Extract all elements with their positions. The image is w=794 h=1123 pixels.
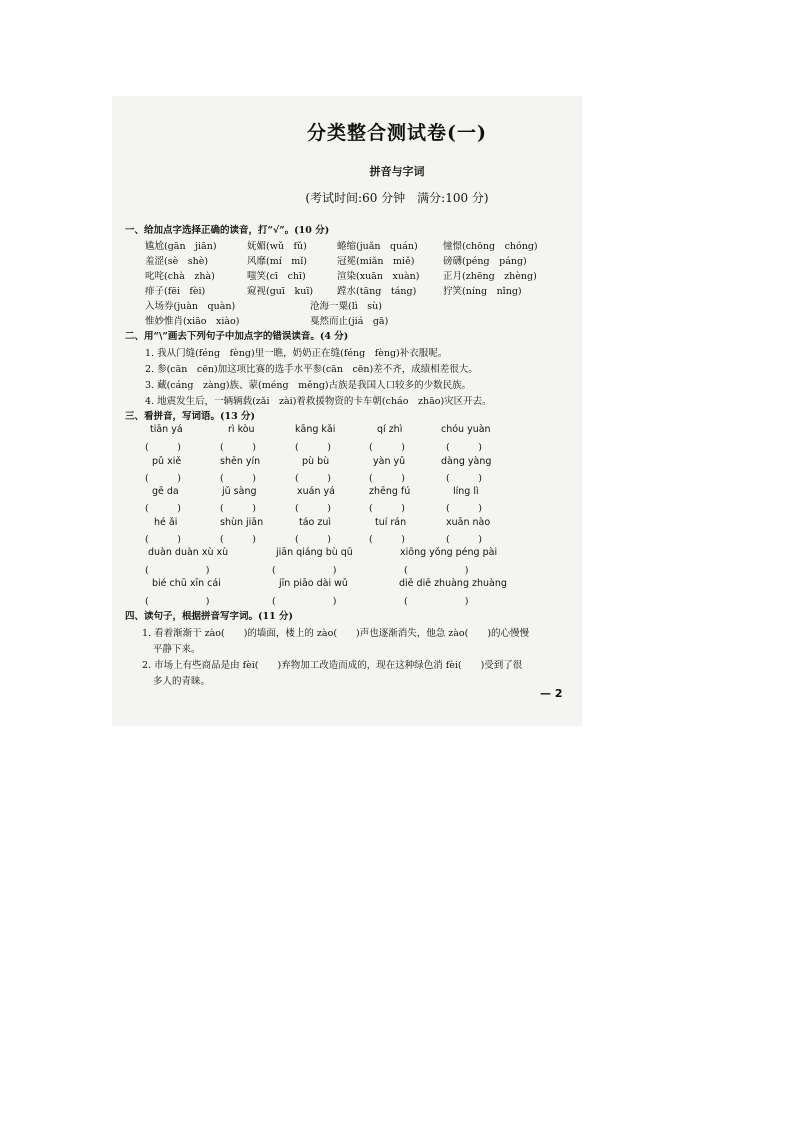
pinyin-label: duàn duàn xù xù	[148, 547, 229, 558]
answer-blank[interactable]: ( )	[369, 442, 405, 453]
answer-blank[interactable]: ( )	[295, 503, 331, 514]
pinyin-label: shùn jiān	[220, 517, 264, 528]
answer-blank[interactable]: ( )	[446, 473, 482, 484]
pinyin-label: táo zuì	[299, 517, 332, 528]
word-choice-item: 狞笑(níng nǐng)	[443, 286, 522, 297]
pinyin-label: diē diē zhuàng zhuàng	[399, 578, 507, 589]
pinyin-label: líng lì	[453, 486, 479, 497]
pinyin-label: shēn yín	[220, 456, 261, 467]
pinyin-label: gē da	[152, 486, 179, 497]
answer-blank[interactable]: ( )	[369, 503, 405, 514]
answer-blank[interactable]: ( )	[295, 534, 331, 545]
word-choice-item: 沧海一粟(lì sù)	[310, 301, 382, 312]
word-choice-item: 尴尬(gān jiān)	[145, 241, 217, 252]
answer-blank[interactable]: ( )	[220, 473, 256, 484]
sentence-line: 2. 参(cān cēn)加这项比赛的选手水平参(cān cēn)差不齐，成绩相差很大。	[145, 364, 478, 375]
sentence-line: 1. 我从门缝(féng fèng)里一瞧，奶奶正在缝(féng fèng)补衣服呢。	[145, 348, 448, 359]
answer-blank[interactable]: ( )	[145, 503, 181, 514]
word-choice-item: 磅礴(péng páng)	[443, 256, 527, 267]
pinyin-label: chóu yuàn	[441, 424, 491, 435]
word-choice-item: 入场券(juàn quàn)	[145, 301, 236, 312]
word-choice-item: 叱咤(chà zhà)	[145, 271, 215, 282]
word-choice-item: 蜷缩(juǎn quán)	[337, 241, 418, 252]
pinyin-label: tiān yá	[150, 424, 183, 435]
answer-blank[interactable]: ( )	[369, 534, 405, 545]
word-choice-item: 羞涩(sè shè)	[145, 256, 209, 267]
answer-blank[interactable]: ( )	[145, 565, 210, 576]
sentence-line: 平静下来。	[153, 644, 201, 655]
word-choice-item: 冠冕(miǎn miě)	[337, 256, 415, 267]
sentence-line: 1. 看着渐渐干 zào( )的墙面，楼上的 zào( )声也逐渐消失，他急 zào( )的心慢慢	[142, 628, 530, 639]
answer-blank[interactable]: ( )	[446, 442, 482, 453]
answer-blank[interactable]: ( )	[404, 565, 469, 576]
answer-blank[interactable]: ( )	[295, 473, 331, 484]
pinyin-label: zhēng fú	[369, 486, 411, 497]
word-choice-item: 嗤笑(cī chī)	[247, 271, 306, 282]
answer-blank[interactable]: ( )	[295, 442, 331, 453]
pinyin-label: xuán yá	[297, 486, 335, 497]
answer-blank[interactable]: ( )	[220, 442, 256, 453]
answer-blank[interactable]: ( )	[145, 534, 181, 545]
section-4-heading: 四、读句子，根据拼音写字词。(11 分)	[125, 611, 294, 622]
pinyin-label: bié chū xīn cái	[152, 578, 221, 589]
word-choice-item: 窥视(guī kuī)	[247, 286, 314, 297]
sentence-line: 2. 市场上有些商品是由 fèi( )弃物加工改造而成的，现在这种绿色消 fèi( )受到了很	[142, 660, 523, 671]
pinyin-label: pù bù	[302, 456, 330, 467]
pinyin-label: xuān nào	[446, 517, 491, 528]
answer-blank[interactable]: ( )	[220, 534, 256, 545]
sentence-line: 多人的青睐。	[153, 676, 211, 687]
word-choice-item: 蹚水(tāng táng)	[337, 286, 417, 297]
page-number: — 2	[540, 687, 563, 700]
answer-blank[interactable]: ( )	[145, 596, 210, 607]
word-choice-item: 渲染(xuān xuàn)	[337, 271, 420, 282]
pinyin-label: rì kòu	[228, 424, 255, 435]
page-title: 分类整合测试卷(一)	[307, 122, 487, 144]
answer-blank[interactable]: ( )	[272, 596, 337, 607]
pinyin-label: jīn piāo dài wǔ	[279, 578, 348, 589]
answer-blank[interactable]: ( )	[446, 534, 482, 545]
word-choice-item: 戛然而止(jiá gā)	[310, 316, 389, 327]
pinyin-label: hé ǎi	[154, 517, 178, 528]
pinyin-label: yàn yǔ	[373, 456, 406, 467]
answer-blank[interactable]: ( )	[404, 596, 469, 607]
pinyin-label: dàng yàng	[441, 456, 492, 467]
sentence-line: 3. 藏(cáng zàng)族、蒙(méng měng)古族是我国人口较多的少数民族。	[145, 380, 472, 391]
word-choice-item: 惟妙惟肖(xiāo xiào)	[145, 316, 240, 327]
pinyin-label: qí zhì	[377, 424, 403, 435]
pinyin-label: pǔ xiě	[152, 456, 182, 467]
word-choice-item: 憧憬(chōng chóng)	[443, 241, 538, 252]
word-choice-item: 正月(zhēng zhèng)	[443, 271, 537, 282]
answer-blank[interactable]: ( )	[272, 565, 337, 576]
answer-blank[interactable]: ( )	[145, 473, 181, 484]
pinyin-label: jǔ sàng	[222, 486, 257, 497]
word-choice-item: 妩媚(wǔ fǔ)	[247, 241, 307, 252]
word-choice-item: 风靡(mí mǐ)	[247, 256, 308, 267]
page-subtitle: 拼音与字词	[369, 165, 425, 178]
pinyin-label: xiōng yǒng péng pài	[400, 547, 498, 558]
section-1-heading: 一、给加点字选择正确的读音，打“√”。(10 分)	[125, 225, 330, 236]
pinyin-label: tuí rán	[375, 517, 407, 528]
answer-blank[interactable]: ( )	[446, 503, 482, 514]
pinyin-label: kāng kǎi	[295, 424, 336, 435]
pinyin-label: jiān qiáng bù qū	[276, 547, 353, 558]
answer-blank[interactable]: ( )	[145, 442, 181, 453]
answer-blank[interactable]: ( )	[220, 503, 256, 514]
section-3-heading: 三、看拼音，写词语。(13 分)	[125, 411, 256, 422]
exam-info: (考试时间:60 分钟 满分:100 分)	[305, 191, 489, 205]
answer-blank[interactable]: ( )	[369, 473, 405, 484]
sentence-line: 4. 地震发生后，一辆辆载(zǎi zài)着救援物资的卡车朝(cháo zhāo)灾区开去。	[145, 396, 492, 407]
section-2-heading: 二、用“\”画去下列句子中加点字的错误读音。(4 分)	[125, 331, 349, 342]
word-choice-item: 痱子(fēi fèi)	[145, 286, 206, 297]
